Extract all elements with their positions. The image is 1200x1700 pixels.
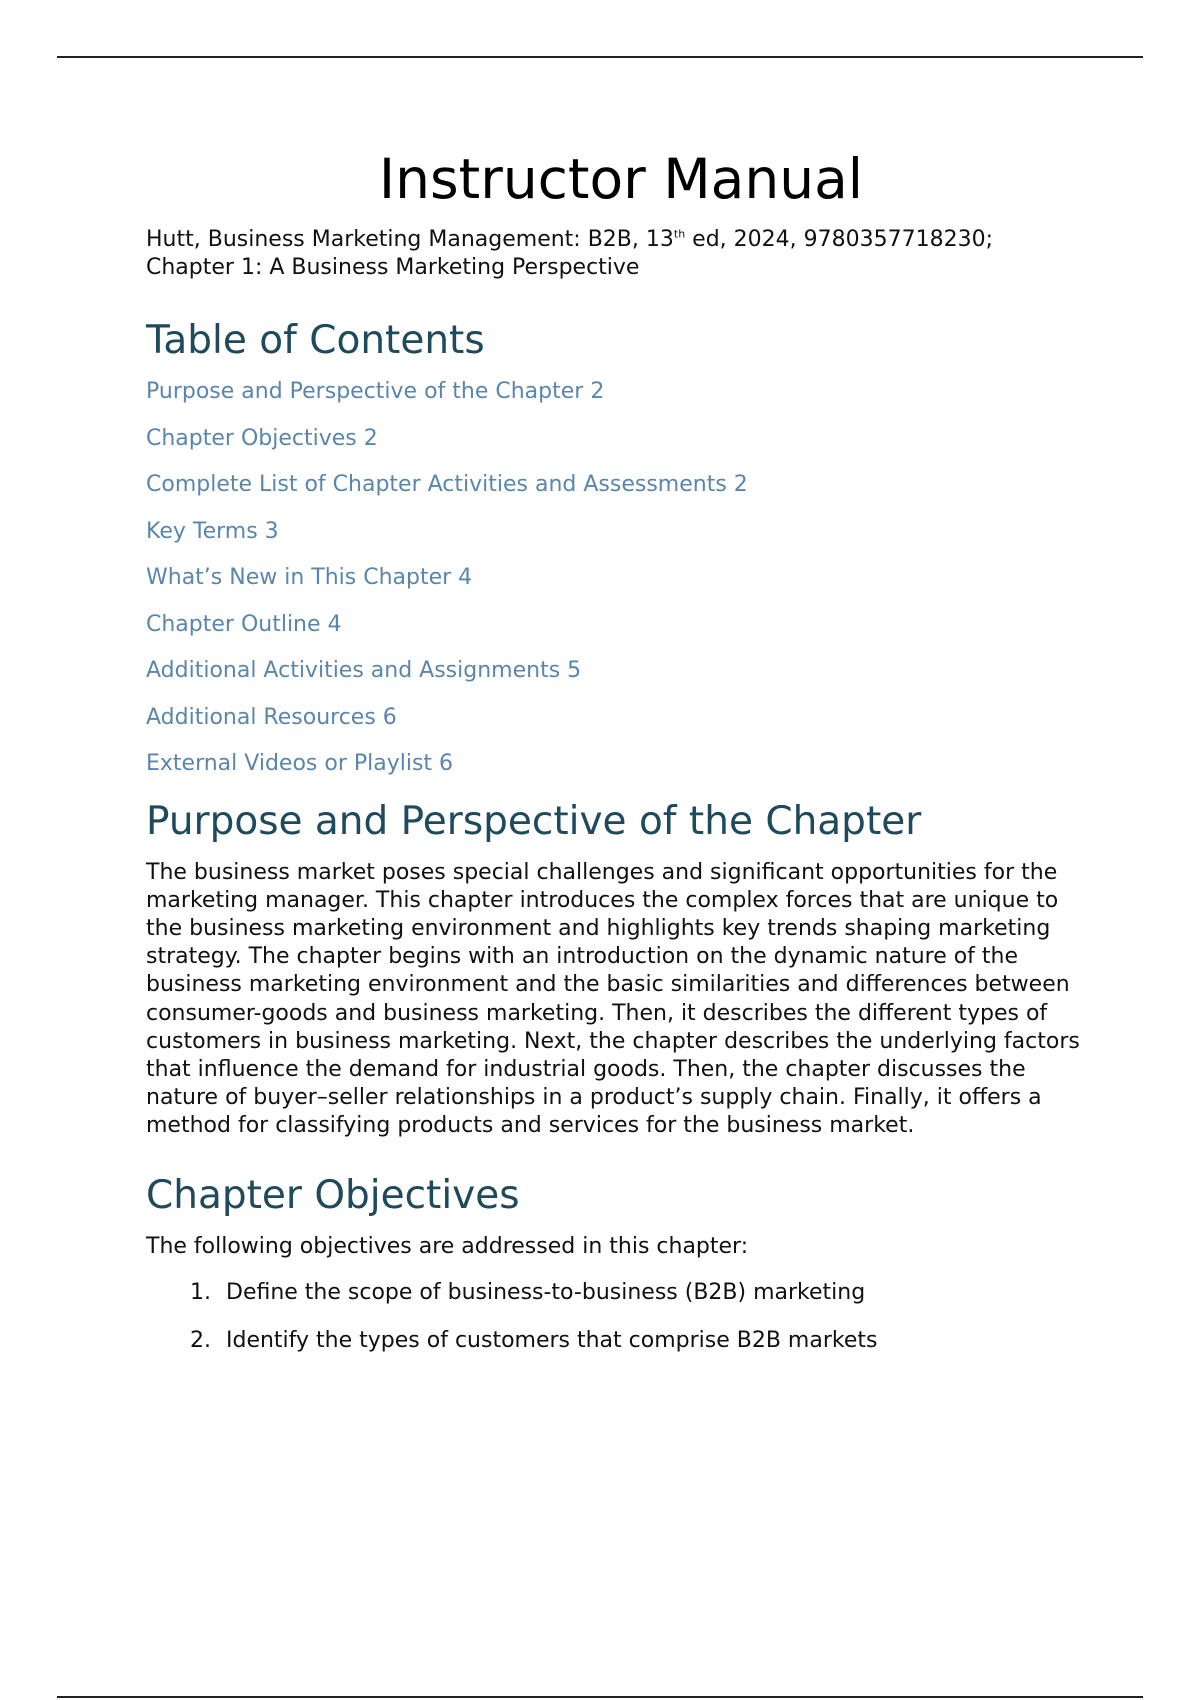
objective-item: 2. Identify the types of customers that comprise B2B markets — [218, 1327, 1096, 1355]
page-content — [146, 140, 1096, 1375]
toc-link-chapter-outline[interactable]: Chapter Outline 4 — [146, 611, 342, 637]
purpose-heading: Purpose and Perspective of the Chapter — [146, 798, 922, 844]
document-subtitle — [146, 226, 1096, 282]
toc-link-purpose[interactable]: Purpose and Perspective of the Chapter 2 — [146, 379, 605, 404]
toc-link-external-videos[interactable]: External Videos or Playlist 6 — [146, 751, 454, 776]
subtitle-edition: ed, 2024, 9780357718230; — [685, 227, 993, 252]
subtitle-line-1 — [146, 226, 1096, 254]
objective-item: 1. Define the scope of business-to-business (B2B) marketing — [218, 1279, 1096, 1307]
top-rule — [57, 56, 1143, 58]
toc-link-additional-activities[interactable]: Additional Activities and Assignments 5 — [146, 658, 582, 683]
toc-link-activities-assessments[interactable]: Complete List of Chapter Activities and Assessments 2 — [146, 472, 748, 497]
toc-list — [146, 378, 1096, 778]
objectives-intro: The following objectives are addressed in this chapter: — [146, 1233, 749, 1259]
objectives-list — [146, 1279, 1096, 1355]
objectives-heading: Chapter Objectives — [146, 1172, 520, 1218]
subtitle-line-2: Chapter 1: A Business Marketing Perspective — [146, 255, 640, 280]
toc-link-key-terms[interactable]: Key Terms 3 — [146, 518, 279, 544]
document-title: Instructor Manual — [378, 147, 864, 211]
toc-link-additional-resources[interactable]: Additional Resources 6 — [146, 704, 397, 730]
bottom-rule — [57, 1696, 1143, 1698]
toc-heading: Table of Contents — [146, 318, 485, 363]
subtitle-superscript: th — [673, 227, 686, 241]
subtitle-book: Hutt, Business Marketing Management: B2B, 13 — [146, 227, 674, 252]
toc-link-objectives[interactable]: Chapter Objectives 2 — [146, 425, 378, 451]
toc-link-whats-new[interactable]: What’s New in This Chapter 4 — [146, 565, 473, 590]
purpose-paragraph: The business market poses special challenges and significant opportunities for the marketing manager. This chapter introduces the complex forces that are unique to the business marketing environment and highlights key trends shaping marketing strategy. The chapter begins with an introduction on the dynamic nature of the business marketing environment and the basic similarities and differences between consumer-goods and business marketing. Then, it describes the different types of customers in business marketing. Next, the chapter describes the underlying factors that influence the demand for industrial goods. Then, the chapter discusses the nature of buyer–seller relationships in a product’s supply chain. Finally, it offers a method for classifying products and services for the business market. — [146, 859, 1080, 1139]
